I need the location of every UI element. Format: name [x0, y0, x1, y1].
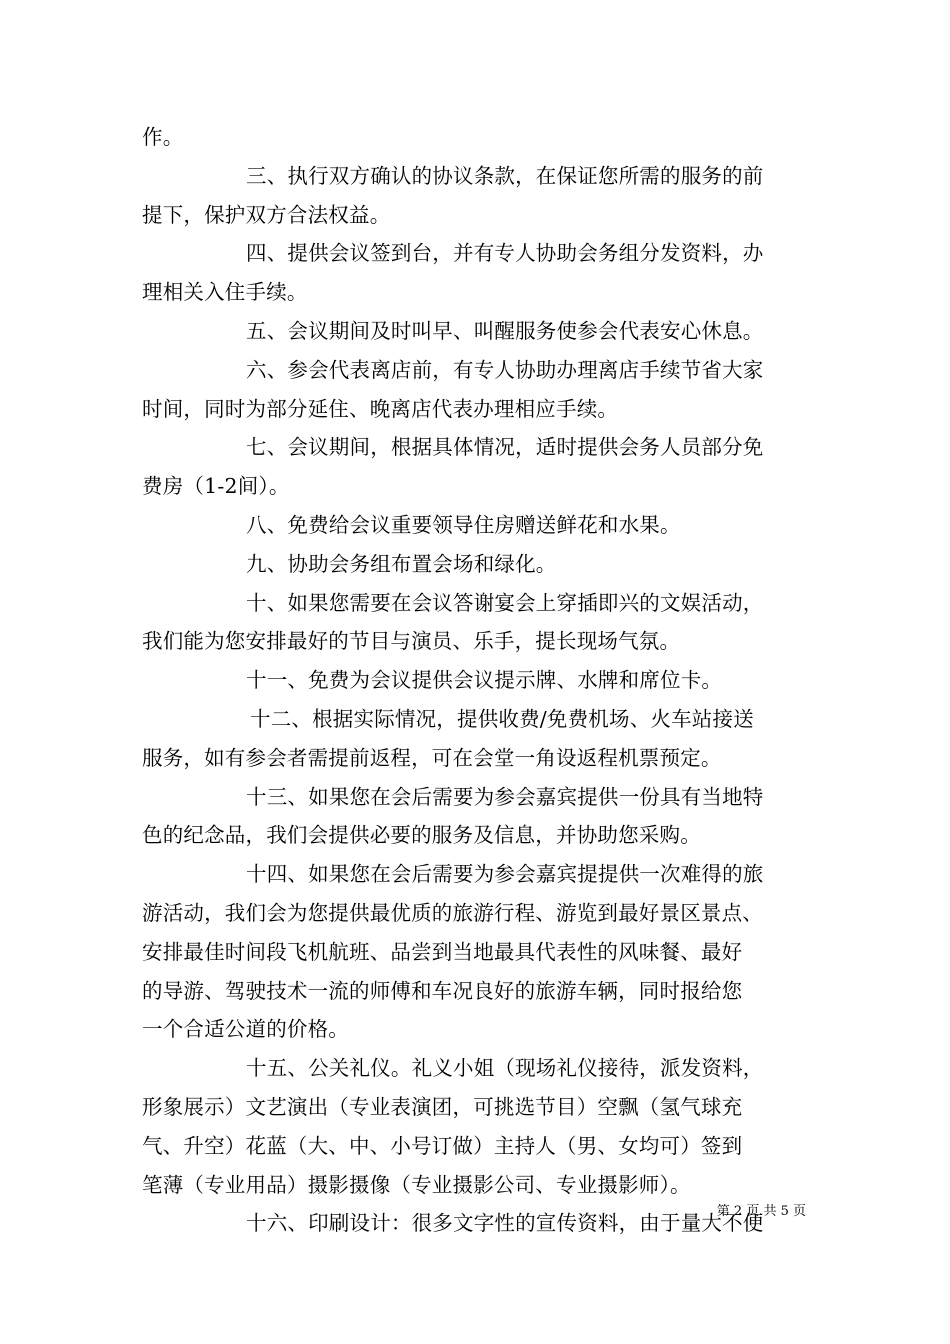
text-line: 我们能为您安排最好的节目与演员、乐手，提长现场气氛。: [142, 629, 681, 654]
text-line: 形象展示）文艺演出（专业表演团，可挑选节目）空飘（氢气球充: [142, 1094, 743, 1119]
text-line: 三、执行双方确认的协议条款，在保证您所需的服务的前: [246, 163, 764, 188]
text-line: 提下，保护双方合法权益。: [142, 202, 391, 227]
text-line: 笔薄（专业用品）摄影摄像（专业摄影公司、专业摄影师）。: [142, 1172, 691, 1197]
text-line: 十三、如果您在会后需要为参会嘉宾提供一份具有当地特: [246, 784, 764, 809]
text-line: 安排最佳时间段飞机航班、品尝到当地最具代表性的风味餐、最好: [142, 939, 743, 964]
text-line: 九、协助会务组布置会场和绿化。: [246, 551, 557, 576]
text-line: 气、升空）花蓝（大、中、小号订做）主持人（男、女均可）签到: [142, 1133, 743, 1158]
text-line: 时间，同时为部分延住、晚离店代表办理相应手续。: [142, 396, 619, 421]
text-line: 六、参会代表离店前，有专人协助办理离店手续节省大家: [246, 357, 764, 382]
text-line: 理相关入住手续。: [142, 280, 308, 305]
text-line: 十四、如果您在会后需要为参会嘉宾提提供一次难得的旅: [246, 862, 764, 887]
text-line: 五、会议期间及时叫早、叫醒服务使参会代表安心休息。: [246, 318, 764, 343]
text-line: 游活动，我们会为您提供最优质的旅游行程、游览到最好景区景点、: [142, 900, 763, 925]
text-line: 七、会议期间，根据具体情况，适时提供会务人员部分免: [246, 435, 764, 460]
text-line: 服务，如有参会者需提前返程，可在会堂一角设返程机票预定。: [142, 745, 722, 770]
text-line: 十六、印刷设计：很多文字性的宣传资料，由于量大不便: [246, 1211, 764, 1236]
text-line: 十二、根据实际情况，提供收费/免费机场、火车站接送: [250, 706, 754, 731]
text-line: 一个合适公道的价格。: [142, 1017, 349, 1042]
page-footer: 第 2 页 共 5 页: [716, 1204, 806, 1219]
text-line: 十、如果您需要在会议答谢宴会上穿插即兴的文娱活动，: [246, 590, 764, 615]
text-line: 十一、免费为会议提供会议提示牌、水牌和席位卡。: [246, 668, 723, 693]
text-line: 作。: [142, 125, 184, 149]
text-line: 八、免费给会议重要领导住房赠送鲜花和水果。: [246, 512, 681, 537]
text-line: 色的纪念品，我们会提供必要的服务及信息，并协助您采购。: [142, 823, 701, 848]
text-line: 的导游、驾驶技术一流的师傅和车况良好的旅游车辆，同时报给您: [142, 978, 743, 1003]
document-body: [142, 118, 832, 1243]
text-line: 十五、公关礼仪。礼义小姐（现场礼仪接待，派发资料，: [246, 1056, 764, 1081]
text-line: 费房（1-2间）。: [142, 474, 290, 499]
text-line: 四、提供会议签到台，并有专人协助会务组分发资料，办: [246, 241, 764, 266]
